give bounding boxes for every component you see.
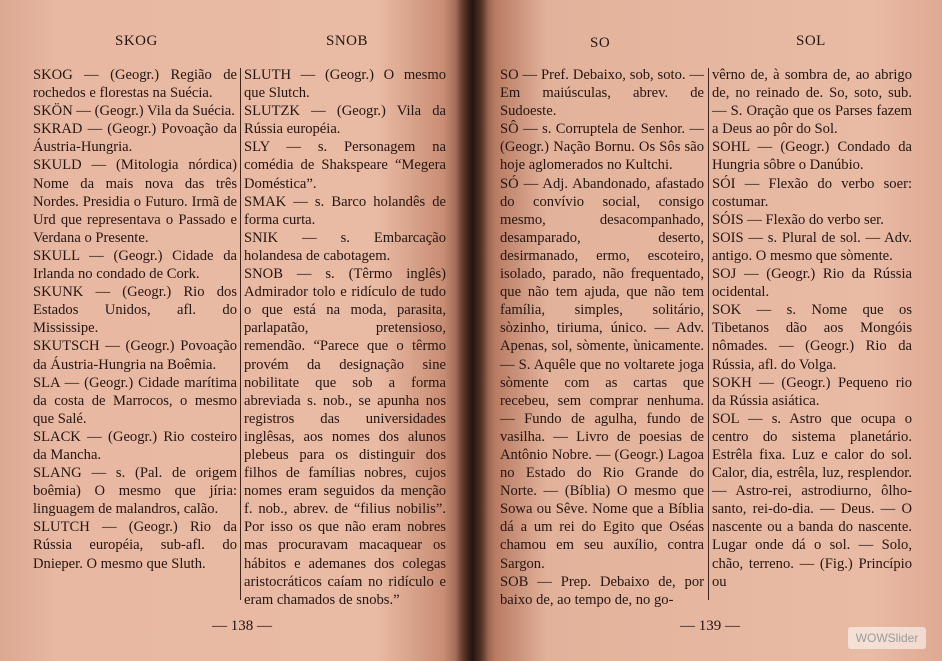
column-rule bbox=[708, 68, 709, 600]
entry: SKULD — (Mitologia nórdica) Nome da mais nova das três Nordes. Presidia o Futuro. Irmã de Urd que representava o Passado e Verdana o Presente. bbox=[33, 157, 237, 246]
entry: SOIS — s. Plural de sol. — Adv. antigo. O mesmo que sòmente. bbox=[712, 229, 912, 264]
entry: SLA — (Geogr.) Cidade marítima da costa de Marrocos, o mesmo que Salé. bbox=[33, 374, 237, 427]
entry: SKUTSCH — (Geogr.) Povoação da Áustria-Hungria na Boêmia. bbox=[33, 338, 237, 373]
entry: SNOB — s. (Têrmo inglês) Admirador tolo e ridículo de tudo o que está na moda, parasita, parlapatão, pretensioso, remendão. “Parece que o têrmo provém da designação sine nobilitate que sob a forma abreviada s. nob., se apunha nos registros das universidades inglêsas, aos nomes dos alunos plebeus para os distinguir dos filhos de famílias nobres, cujos nomes eram seguidos da menção f. nob., abrev. de “filius nobilis”. Por isso os que não eram nobres mas procuravam macaquear os hábitos e ademanes dos colegas aristocráticos caíam no ridículo e eram chamados de snobs.” bbox=[244, 266, 446, 608]
entry: vêrno de, à sombra de, ao abrigo de, no reinado de. So, soto, sub. — S. Oração que os Parses fazem a Deus ao pôr do Sol. bbox=[712, 67, 912, 138]
entry: SÓI — Flexão do verbo soer: costumar. bbox=[712, 175, 912, 210]
left-column-2 bbox=[244, 66, 446, 609]
entry: SLACK — (Geogr.) Rio costeiro da Mancha. bbox=[33, 428, 237, 463]
entry: SLUTH — (Geogr.) O mesmo que Slutch. bbox=[244, 67, 446, 102]
page-number: — 139 — bbox=[680, 618, 740, 634]
left-column-1 bbox=[33, 66, 237, 573]
page-number: — 138 — bbox=[212, 618, 272, 634]
entry: SOJ — (Geogr.) Rio da Rússia ocidental. bbox=[712, 266, 912, 301]
right-header-last: SOL bbox=[796, 33, 826, 49]
entry: SNIK — s. Embarcação holandesa de cabotagem. bbox=[244, 229, 446, 264]
entry: SO — Pref. Debaixo, sob, soto. — Em maiúsculas, abrev. de Sudoeste. bbox=[500, 67, 704, 120]
entry: SKULL — (Geogr.) Cidade da Irlanda no condado de Cork. bbox=[33, 247, 237, 283]
entry: SLANG — s. (Pal. de origem boêmia) O mesmo que jíria: linguagem de malandros, calão. bbox=[33, 465, 237, 518]
entry: SÔ — s. Corruptela de Senhor. —(Geogr.) Nação Bornu. Os Sôs são hoje aglomerados no Kultchi. bbox=[500, 121, 704, 174]
entry: SMAK — s. Barco holandês de forma curta. bbox=[244, 193, 446, 228]
left-header-first: SKOG bbox=[115, 33, 158, 49]
entry: SOHL — (Geogr.) Condado da Hungria sôbre o Danúbio. bbox=[712, 139, 912, 174]
entry: SKOG — (Geogr.) Região de rochedos e florestas na Suécia. bbox=[33, 67, 237, 102]
right-header-first: SO bbox=[590, 35, 611, 51]
book-gutter bbox=[456, 0, 488, 661]
entry: SOL — s. Astro que ocupa o centro do sistema planetário. Estrêla fixa. Luz e calor do sol. Calor, dia, estrêla, luz, resplendor. — Astro-rei, astrodiurno, ôlho-santo, rei-do-dia. — Deus. — O nascente ou a banda do nascente. Lugar onde dá o sol. — Solo, chão, terreno. — (Fig.) Princípio ou bbox=[712, 410, 912, 590]
entry: SÓIS — Flexão do verbo ser. bbox=[712, 211, 884, 228]
entry: SOB — Prep. Debaixo de, por baixo de, ao tempo de, no go- bbox=[500, 573, 704, 608]
entry: SLY — s. Personagem na comédia de Shakspeare “Megera Doméstica”. bbox=[244, 139, 446, 192]
entry: SKRAD — (Geogr.) Povoação da Áustria-Hungria. bbox=[33, 121, 237, 156]
entry: SOK — s. Nome que os Tibetanos dão aos Mongóis nômades. — (Geogr.) Rio da Rússia, afl. do Volga. bbox=[712, 302, 912, 373]
entry: SOKH — (Geogr.) Pequeno rio da Rússia asiática. bbox=[712, 374, 912, 409]
entry: SKUNK — (Geogr.) Rio dos Estados Unidos, afl. do Mississipe. bbox=[33, 284, 237, 337]
right-column-2 bbox=[712, 66, 912, 591]
entry: SÓ — Adj. Abandonado, afastado do convívio social, consigo mesmo, desacompanhado, desamparado, deserto, desirmanado, ermo, escoteiro, isolado, parado, não frequentado, que não tem ajuda, que não tem família, simples, solitário, sòzinho, tiriuma, único. — Adv. Apenas, sol, sòmente, ùnicamente. — S. Aquêle que no voltarete joga sòmente com as cartas que recebeu, sem comprar nenhuma. — Fundo de agulha, fundo de vasilha. — Livro de poesias de Antônio Nobre. — (Geogr.) Lagoa no Estado do Rio Grande do Norte. — (Bíblia) O mesmo que Sowa ou Sêve. Nome que a Bíblia dá a um rei do Egito que Oséas chamou em seu auxílio, contra Sargon. bbox=[500, 175, 704, 572]
column-rule bbox=[240, 68, 241, 600]
watermark: WOWSlider bbox=[848, 627, 926, 649]
right-column-1 bbox=[500, 66, 704, 609]
right-page bbox=[472, 0, 942, 661]
entry: SLUTCH — (Geogr.) Rio da Rússia européia, sub-afl. do Dnieper. O mesmo que Sluth. bbox=[33, 519, 237, 572]
entry: SLUTZK — (Geogr.) Vila da Rússia européia. bbox=[244, 103, 446, 138]
left-header-last: SNOB bbox=[326, 33, 369, 49]
entry: SKÖN — (Geogr.) Vila da Suécia. bbox=[33, 103, 235, 120]
